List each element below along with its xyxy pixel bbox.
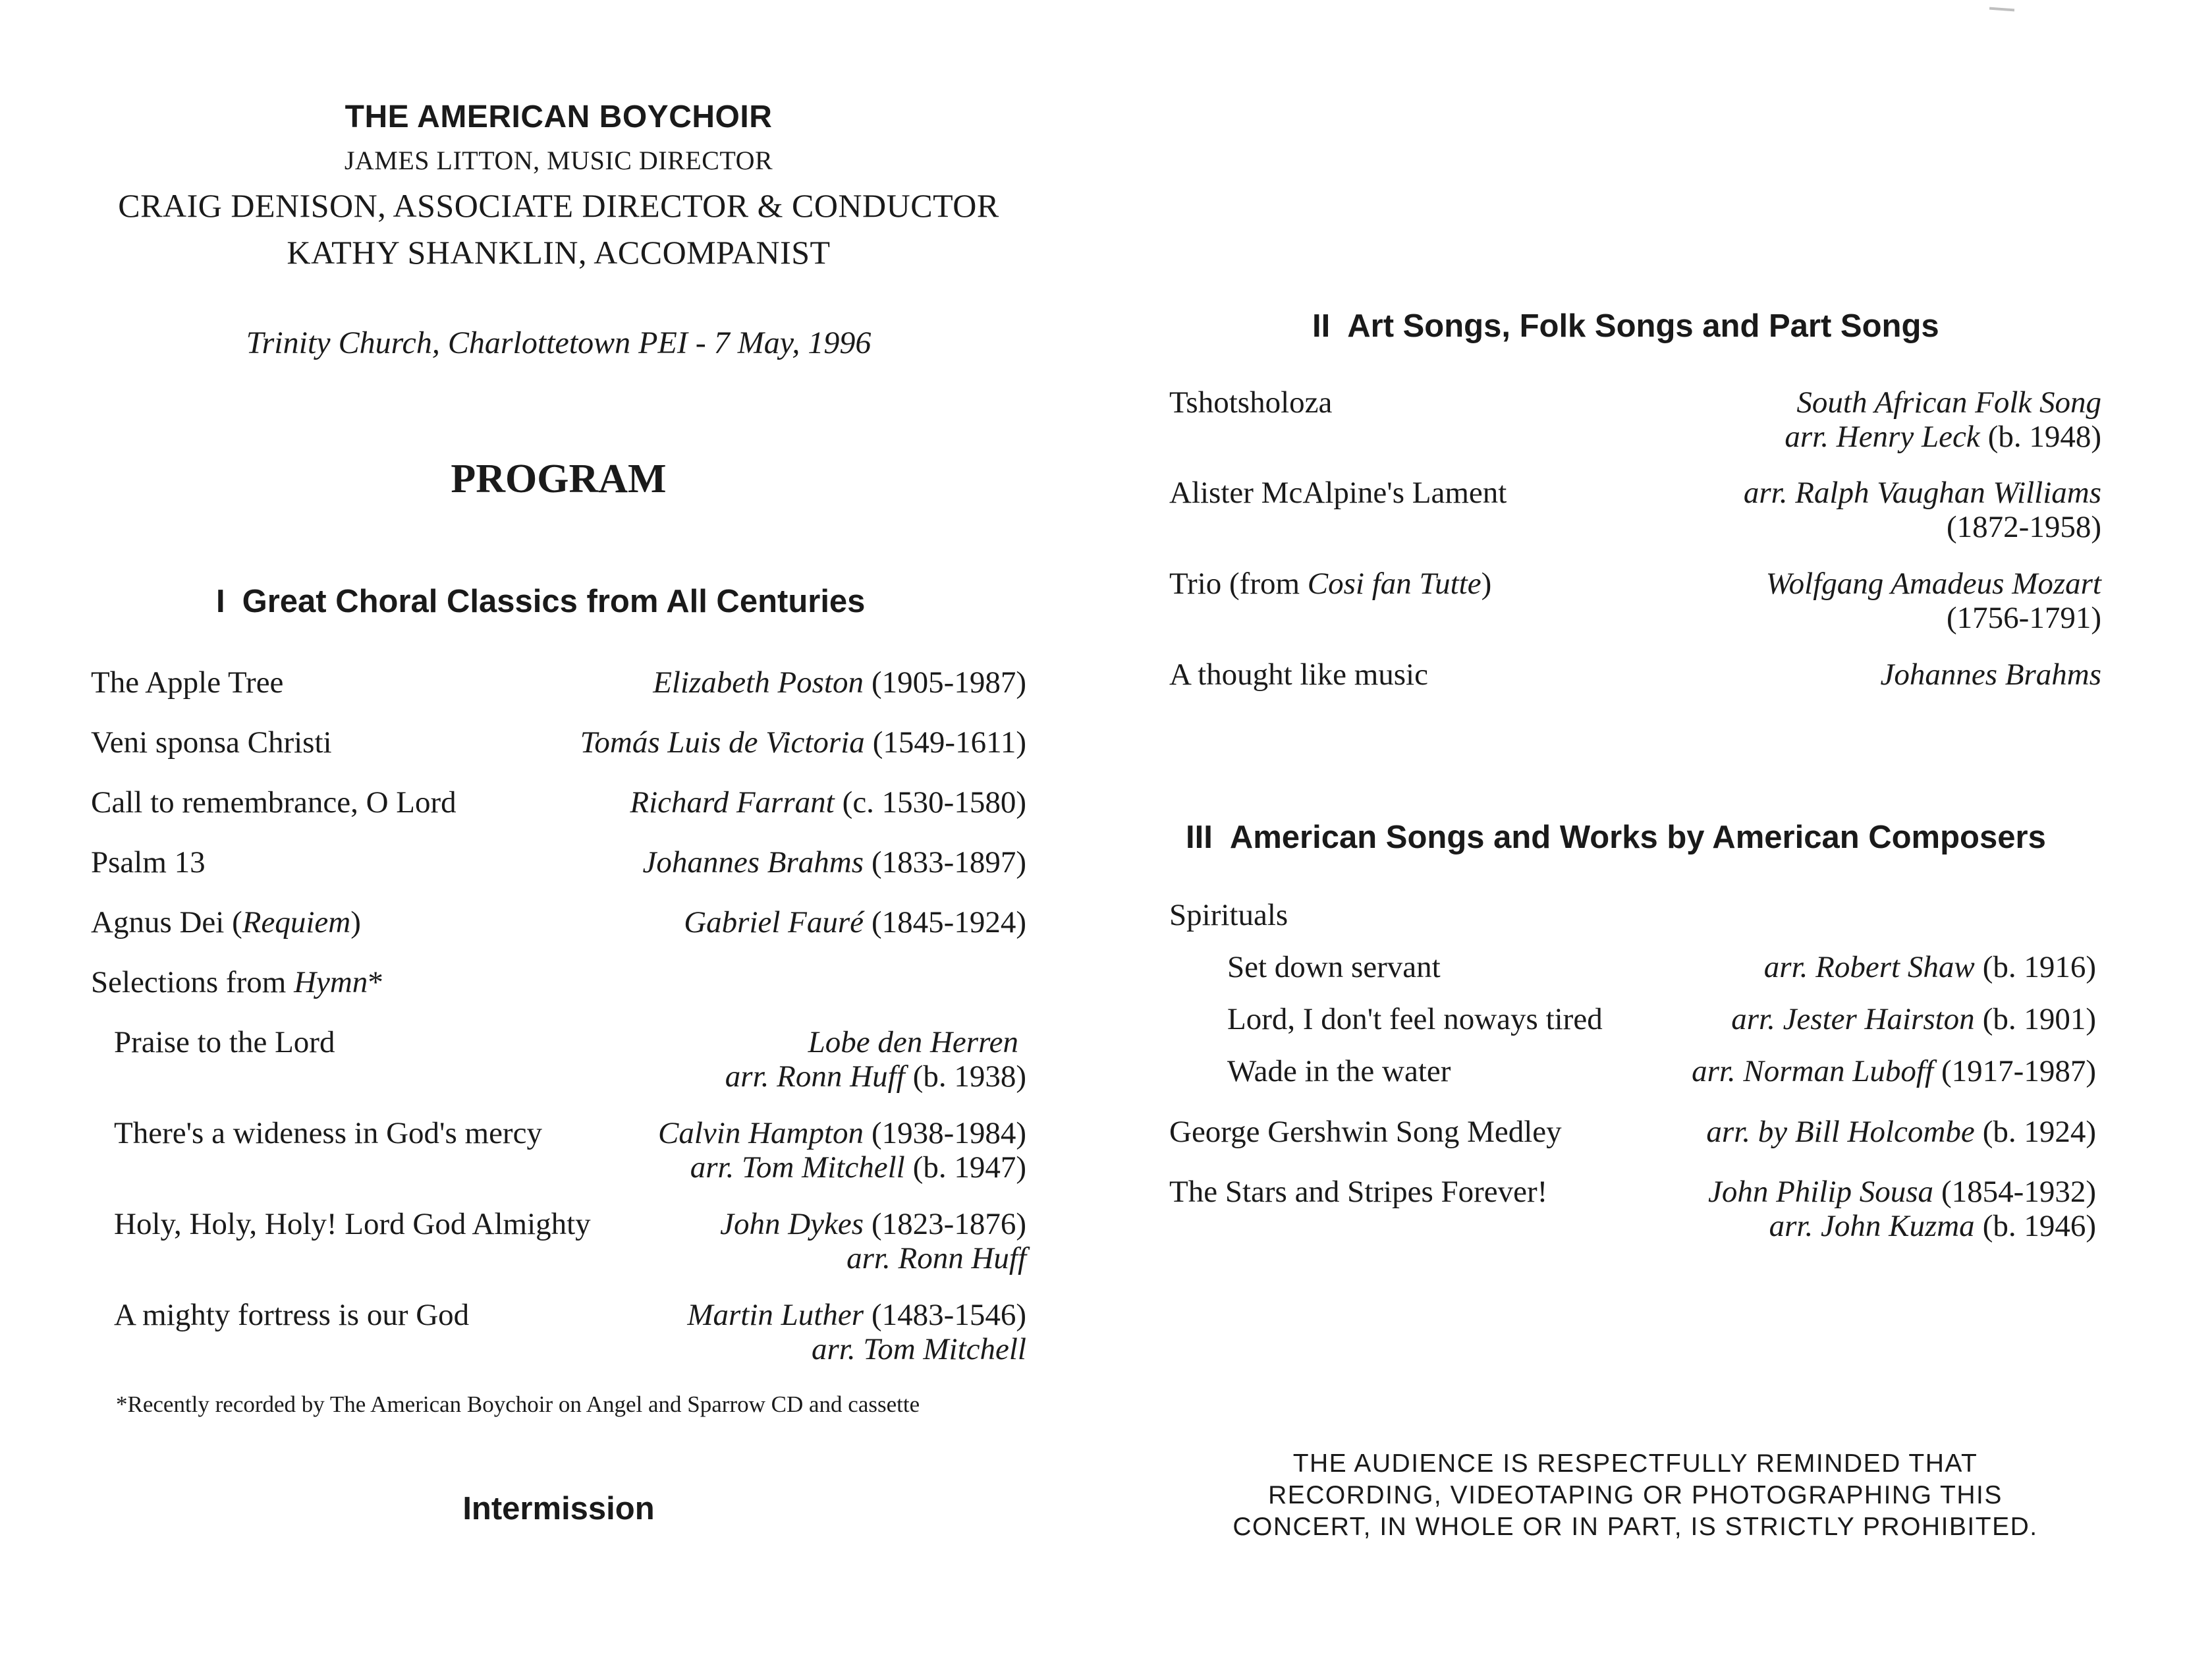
piece-arranger: arr. Ronn Huff [846, 1241, 1026, 1275]
choir-name: THE AMERICAN BOYCHOIR [345, 99, 773, 134]
piece-title: A thought like music [1169, 658, 1428, 692]
section-3-heading: American Songs and Works by American Composers [1229, 820, 2046, 855]
section-1-title [216, 583, 865, 620]
corner-mark [1989, 7, 2014, 12]
piece-dates: (1872-1958) [1947, 510, 2101, 544]
piece-composer: arr. Robert Shaw (b. 1916) [1763, 950, 2096, 984]
piece-title: Veni sponsa Christi [91, 725, 332, 760]
piece-composer: John Dykes (1823-1876) [720, 1207, 1026, 1241]
piece-title: Alister McAlpine's Lament [1169, 476, 1507, 510]
piece-composer: Gabriel Fauré (1845-1924) [684, 905, 1026, 939]
piece-title: Set down servant [1227, 950, 1441, 984]
piece-composer: Martin Luther (1483-1546) [687, 1298, 1026, 1332]
piece-title: Trio (from Cosi fan Tutte) [1169, 567, 1492, 601]
spirituals-label: Spirituals [1169, 898, 1288, 932]
notice-line: CONCERT, IN WHOLE OR IN PART, IS STRICTLY PROHIBITED. [1232, 1513, 2038, 1541]
section-2-heading: Art Songs, Folk Songs and Part Songs [1347, 308, 1939, 344]
piece-title: Lord, I don't feel noways tired [1227, 1002, 1603, 1036]
venue-date: Trinity Church, Charlottetown PEI - 7 May, 1996 [246, 325, 872, 360]
notice-line: THE AUDIENCE IS RESPECTFULLY REMINDED THAT [1292, 1449, 1978, 1478]
piece-title: George Gershwin Song Medley [1169, 1115, 1562, 1149]
section-3-title [1186, 819, 2046, 856]
piece-composer: arr. Ralph Vaughan Williams [1743, 476, 2101, 510]
piece-composer: Tomás Luis de Victoria (1549-1611) [580, 725, 1026, 760]
piece-title: Psalm 13 [91, 845, 206, 880]
piece-composer: Wolfgang Amadeus Mozart [1765, 567, 2101, 601]
piece-title: There's a wideness in God's mercy [114, 1116, 542, 1150]
piece-arranger: arr. Henry Leck (b. 1948) [1785, 420, 2101, 454]
piece-composer: Calvin Hampton (1938-1984) [658, 1116, 1026, 1150]
piece-title: Selections from Hymn* [91, 965, 383, 999]
piece-composer: arr. Jester Hairston (b. 1901) [1731, 1002, 2096, 1036]
section-1-heading: Great Choral Classics from All Centuries [242, 584, 866, 619]
intermission-label: Intermission [462, 1491, 655, 1526]
audience-notice [1169, 1448, 2101, 1543]
piece-title: Praise to the Lord [114, 1025, 335, 1059]
piece-composer: Elizabeth Poston (1905-1987) [653, 665, 1026, 700]
piece-composer: Lobe den Herren [808, 1025, 1018, 1059]
piece-arranger: arr. Tom Mitchell [812, 1332, 1026, 1366]
piece-composer: arr. by Bill Holcombe (b. 1924) [1706, 1115, 2096, 1149]
program-title: PROGRAM [451, 457, 667, 501]
piece-composer: John Philip Sousa (1854-1932) [1707, 1175, 2096, 1209]
footnote: *Recently recorded by The American Boychoir on Angel and Sparrow CD and cassette [116, 1391, 920, 1417]
piece-title: Wade in the water [1227, 1054, 1451, 1088]
piece-composer: Johannes Brahms [1880, 658, 2101, 692]
music-director: JAMES LITTON, MUSIC DIRECTOR [344, 146, 773, 175]
piece-composer: Richard Farrant (c. 1530-1580) [630, 785, 1026, 820]
piece-arranger: arr. Ronn Huff (b. 1938) [725, 1059, 1026, 1094]
piece-composer: Johannes Brahms (1833-1897) [642, 845, 1026, 880]
piece-title: Holy, Holy, Holy! Lord God Almighty [114, 1207, 591, 1241]
piece-title: Agnus Dei (Requiem) [91, 905, 361, 939]
piece-arranger: arr. Tom Mitchell (b. 1947) [690, 1150, 1026, 1185]
piece-arranger: arr. John Kuzma (b. 1946) [1769, 1209, 2096, 1243]
piece-dates: (1756-1791) [1947, 601, 2101, 635]
piece-title: Tshotsholoza [1169, 385, 1333, 420]
section-1-number: I [216, 584, 225, 619]
piece-title: The Stars and Stripes Forever! [1169, 1175, 1548, 1209]
piece-composer: arr. Norman Luboff (1917-1987) [1692, 1054, 2096, 1088]
piece-composer: South African Folk Song [1796, 385, 2101, 420]
accompanist: KATHY SHANKLIN, ACCOMPANIST [287, 234, 831, 271]
notice-line: RECORDING, VIDEOTAPING OR PHOTOGRAPHING THIS [1268, 1481, 2003, 1509]
piece-title: The Apple Tree [91, 665, 284, 700]
section-2-number: II [1312, 308, 1331, 344]
associate-director: CRAIG DENISON, ASSOCIATE DIRECTOR & CONDUCTOR [118, 187, 999, 224]
section-2-title [1312, 308, 1939, 345]
section-3-number: III [1186, 820, 1213, 855]
piece-title: A mighty fortress is our God [114, 1298, 470, 1332]
piece-title: Call to remembrance, O Lord [91, 785, 457, 820]
